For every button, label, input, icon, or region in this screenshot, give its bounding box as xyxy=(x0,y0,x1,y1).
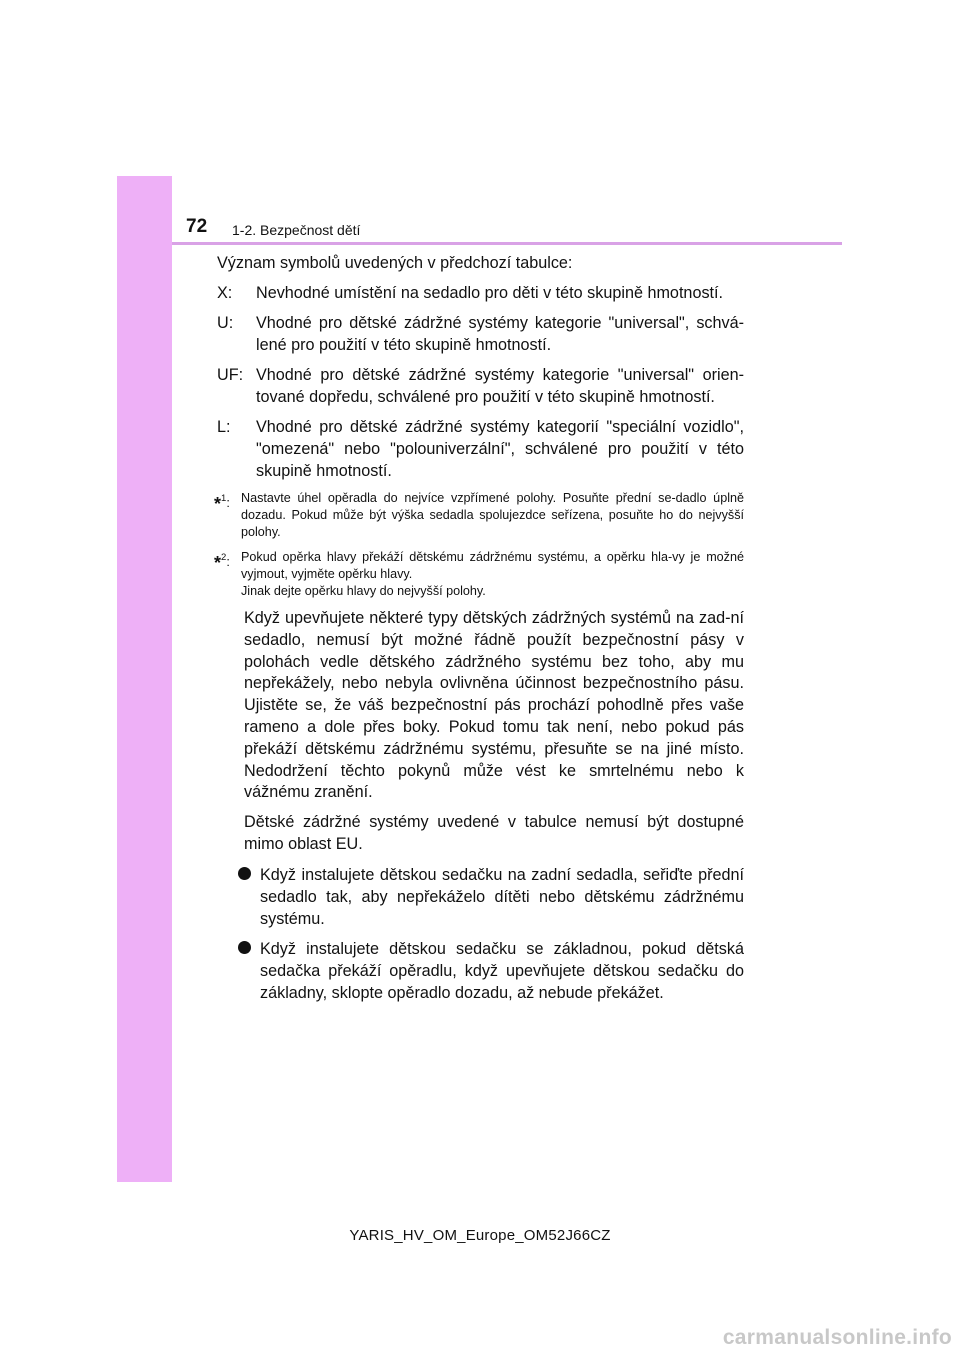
bullet-text: Když instalujete dětskou sedačku se základnou, pokud dětská sedačka překáží opěradlu, když upevňujete dětskou sedačku do základny, sklopte opěradlo dozadu, až nebude překážet. xyxy=(260,939,744,1002)
footnote-marker: *$^1$: xyxy=(214,493,230,514)
footnote-text: Nastavte úhel opěradla do nejvíce vzpřímené polohy. Posuňte přední se-dadlo úplně dozadu. Pokud může být výška sedadla spolujezdce seřízena, posuňte ho do nejvyšší polohy. xyxy=(241,491,744,539)
header-rule xyxy=(172,242,842,245)
bullet-item xyxy=(214,938,744,1004)
bullet-dot-icon xyxy=(238,938,256,959)
bullet-text: Když instalujete dětskou sedačku na zadní sedadla, seřiďte přední sedadlo tak, aby nepřekáželo dítěti nebo dětskému zádržnému systému. xyxy=(260,865,744,928)
seatbelt-paragraph: Když upevňujete některé typy dětských zádržných systémů na zad-ní sedadlo, nemusí být možné řádně použít bezpečnostní pásy v polohách vedle dětského zádržného systému bez toho, aby mu nepřekážely, nebo nebyla ovlivněna účinnost bezpečnostního pásu. Ujistěte se, že váš bezpečnostní pás prochází pohodlně přes vaše rameno a dole přes boky. Pokud tomu tak není, nebo pokud pás překáží dětskému zádržnému systému, přesuňte se na jiné místo. Nedodržení těchto pokynů může vést ke smrtelnému nebo k vážnému zranění. xyxy=(244,609,744,802)
footnote-text: Pokud opěrka hlavy překáží dětskému zádržnému systému, a opěrku hla-vy je možné vyjmout, vyjměte opěrku hlavy. Jinak dejte opěrku hlavy do nejvyšší polohy. xyxy=(241,550,744,598)
availability-paragraph: Dětské zádržné systémy uvedené v tabulce nemusí být dostupné mimo oblast EU. xyxy=(244,813,744,853)
definition-key: U: xyxy=(217,314,234,332)
definition-text: Vhodné pro dětské zádržné systémy kategorie "universal", schvá-lené pro použití v této skupině hmotností. xyxy=(256,314,744,354)
page-number: 72 xyxy=(186,216,208,237)
footnote-2 xyxy=(214,549,744,600)
footnote-1 xyxy=(214,490,744,541)
site-watermark: carmanualsonline.info xyxy=(722,1326,952,1349)
bullet-dot-icon xyxy=(238,864,256,885)
document-code: YARIS_HV_OM_Europe_OM52J66CZ xyxy=(349,1227,611,1244)
footnote-marker: *$^2$: xyxy=(214,552,230,573)
bullet-item xyxy=(214,864,744,930)
definition-x xyxy=(214,282,744,304)
definition-l xyxy=(214,416,744,482)
definition-key: UF: xyxy=(217,366,244,384)
definition-key: X: xyxy=(217,284,233,302)
definition-text: Nevhodné umístění na sedadlo pro děti v této skupině hmotností. xyxy=(256,284,724,302)
definition-key: L: xyxy=(217,418,231,436)
chapter-side-tab xyxy=(117,176,172,1182)
legend-intro: Význam symbolů uvedených v předchozí tabulce: xyxy=(217,254,573,272)
page-content xyxy=(214,252,744,1012)
definition-text: Vhodné pro dětské zádržné systémy kategorií "speciální vozidlo", "omezená" nebo "polouniverzální", schválené pro použití v této skupině hmotností. xyxy=(256,418,744,480)
definition-u xyxy=(214,312,744,356)
section-title: 1-2. Bezpečnost dětí xyxy=(232,222,361,238)
definition-uf xyxy=(214,364,744,408)
definition-text: Vhodné pro dětské zádržné systémy kategorie "universal" orien-tované dopředu, schválené pro použití v této skupině hmotností. xyxy=(256,366,744,406)
